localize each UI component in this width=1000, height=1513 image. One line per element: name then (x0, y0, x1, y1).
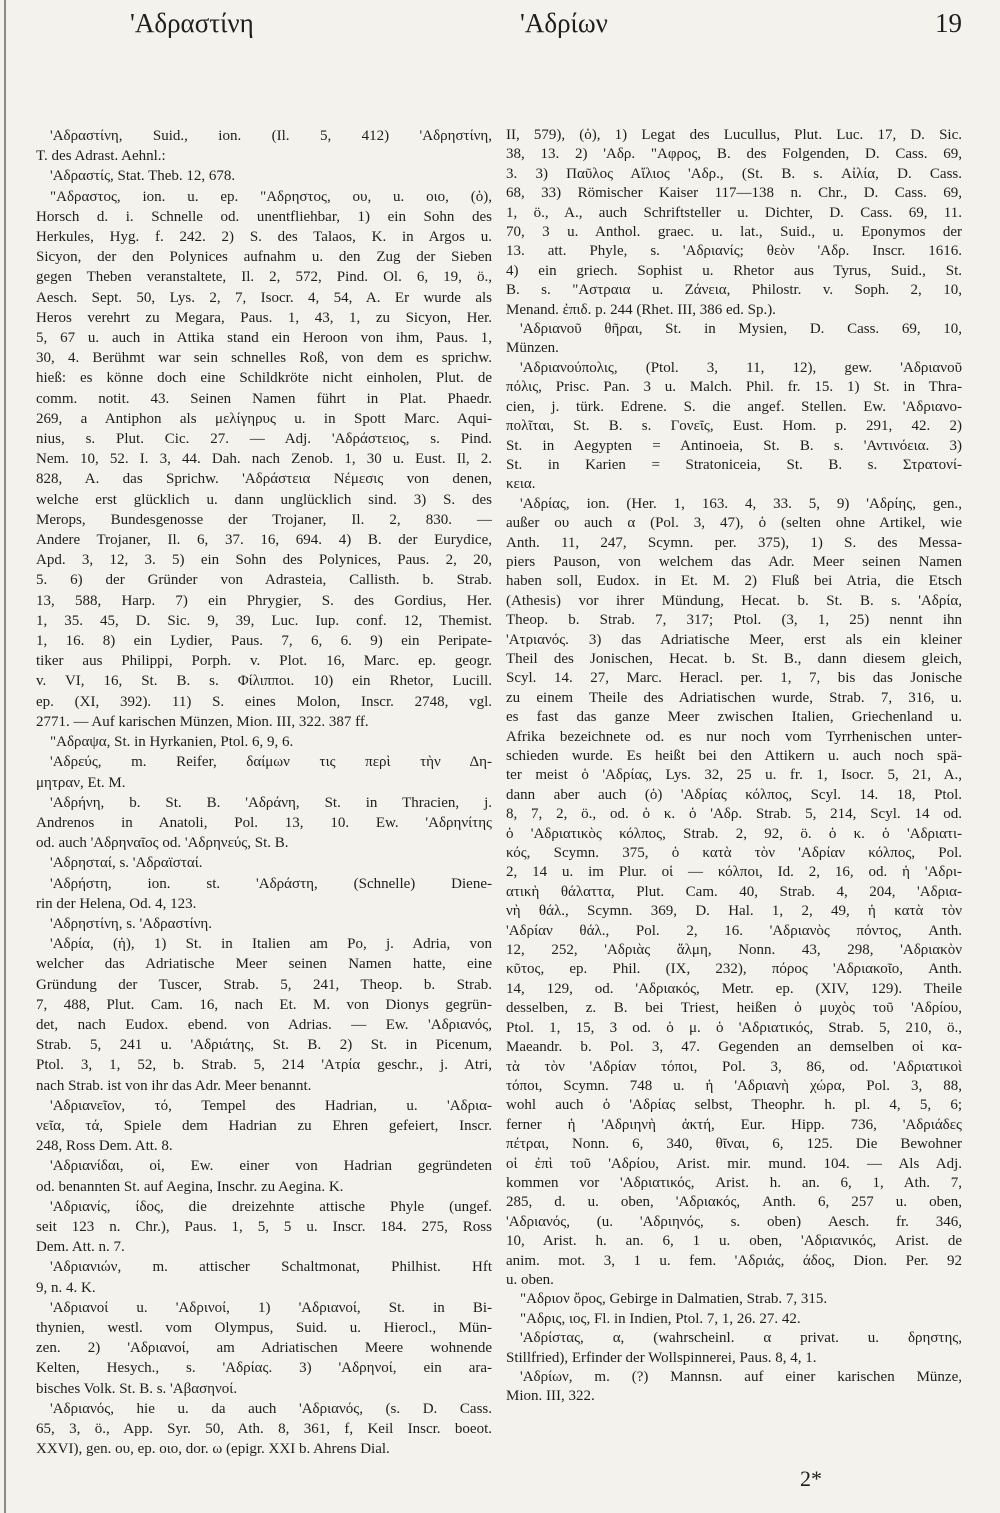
text-line: thynien, westl. vom Olympus, Suid. u. Hierocl., Mün- (36, 1319, 492, 1336)
text-line: v. VI, 16, St. B. s. Φίλιπποι. 10) ein Rhetor, Lucill. (36, 673, 492, 690)
text-line: wohl auch ὁ 'Αδρίας selbst, Theophr. h. pl. 4, 5, 6; (506, 1097, 962, 1114)
text-line: Sicyon, der den Polynices aufnahm u. den Zug der Sieben (36, 249, 492, 266)
text-line: Ptol. 3, 1, 52, b. Strab. 5, 214 'Ατρία geschr., j. Atri, (36, 1057, 492, 1074)
text-line: Menand. ἐπιδ. p. 244 (Rhet. III, 386 ed. Sp.). (506, 301, 776, 318)
text-line: ep. (XI, 392). 11) S. eines Molon, Inscr. 2748, vgl. (36, 693, 492, 710)
text-line: πέτραι, Nonn. 6, 340, θῖναι, 6, 125. Die Bewohner (506, 1136, 962, 1153)
text-line: 38, 13. 2) 'Αδρ. "Αφρος, B. des Folgenden, D. Cass. 69, (506, 146, 962, 163)
text-line: 70, 3 u. Anthol. graec. u. lat., Suid., u. Eponymos der (506, 224, 962, 241)
running-head-left: 'Αδραστίνη (130, 8, 254, 38)
entry-headline: 'Αδρία, (ἡ), 1) St. in Italien am Po, j. Adria, von (50, 936, 492, 953)
text-line: 285, d. u. oben, 'Αδριακός, Anth. 6, 257 u. oben, (506, 1194, 962, 1211)
entry-headline: 'Αδριανούπολις, (Ptol. 3, 11, 12), gew. 'Αδριανοῦ (520, 359, 962, 376)
text-line: Apd. 3, 12, 3. 5) ein Sohn des Polynices, Paus. 2, 20, (36, 552, 492, 569)
text-line: 12, 252, 'Αδριὰς ἅλμη, Nonn. 43, 298, 'Αδριακὸν (506, 942, 962, 959)
text-line: ὁ 'Αδριατικὸς κόλπος, Strab. 2, 92, ö. ὁ κ. ὁ 'Αδριατι- (506, 825, 962, 842)
text-line: gegen Theben veranstaltete, Il. 2, 572, Pind. Ol. 6, 19, ö., (36, 269, 492, 286)
text-line: μητραν, Et. M. (36, 774, 126, 791)
entry-headline: 'Αδρήστη, ion. st. 'Αδράστη, (Schnelle) Diene- (50, 875, 492, 892)
text-line: tiker aus Philippi, Porph. v. Plot. 16, Marc. ep. geogr. (36, 653, 492, 670)
text-line: 8, 7, 2, ö., od. ὁ κ. ὁ 'Αδρ. Strab. 5, 214, Scyl. 14 od. (506, 806, 962, 823)
signature-mark: 2* (800, 1466, 822, 1491)
page-edge (4, 0, 6, 1513)
entry-headline: 'Αδρεύς, m. Reifer, δαίμων τις περὶ τὴν Δη- (50, 754, 492, 771)
text-line: anim. mot. 3, 1 u. fem. 'Αδριάς, άδος, Dion. Per. 92 (506, 1252, 962, 1269)
text-line: 1, 16. 8) ein Lydier, Paus. 7, 6, 6. 9) ein Peripate- (36, 633, 492, 650)
text-line: det, nach Eudox. ebend. von Adrias. — Ew. 'Αδριανός, (36, 1016, 492, 1033)
text-line: T. des Adrast. Aehnl.: (36, 148, 166, 165)
text-line: Heros verehrt zu Megara, Paus. 1, 43, 1, zu Sicyon, Her. (36, 309, 492, 326)
text-line: κῦτος, ep. Phil. (IX, 232), πόρος 'Αδριακοῖο, Anth. (506, 961, 962, 978)
text-line: od. auch 'Αδρηναῖος od. 'Αδρηνεύς, St. B. (36, 835, 289, 852)
text-line: 10, Arist. h. an. 6, 1 u. oben, 'Αδριανικός, Arist. de (506, 1233, 962, 1250)
text-line: schieden wurde. Es heißt bei den Attikern u. auch noch spä- (506, 748, 962, 764)
text-line: 30, 4. Berühmt war sein schnelles Roß, von dem es sprichw. (36, 350, 492, 367)
entry-headline: 'Αδριανοί u. 'Αδρινοί, 1) 'Αδριανοί, St. in Bi- (50, 1299, 492, 1316)
text-line: B. s. "Αστραια u. Ζάνεια, Philostr. v. Soph. 2, 10, (506, 282, 962, 299)
text-line: Kelten, Hesych., s. 'Αδρίας. 3) 'Αδρηνοί, ein ara- (36, 1360, 492, 1377)
text-line: νεῖα, τά, Spiele dem Hadrian zu Ehren gefeiert, Inscr. (36, 1117, 492, 1134)
text-line: dann aber auch (ὁ) 'Αδρίας κόλπος, Scyl. 14. 18, Ptol. (506, 786, 962, 803)
text-line: comm. notit. 43. Seinen Namen führt in Plat. Phaedr. (36, 390, 492, 407)
text-line: St. in Aegypten = Antinoeia, St. B. s. 'Αντινόεια. 3) (506, 437, 962, 454)
text-line: 'Αδρίαν θάλ., Pol. 2, 16. 'Αδριανὸς πόντος, Anth. (506, 922, 962, 939)
entry-headline: 'Αδρηστίνη, s. 'Αδραστίνη. (50, 915, 213, 932)
text-line: zu einem Theile des Adriatischen wurde, Strab. 7, 316, u. (506, 689, 962, 706)
text-line: πόλις, Prisc. Pan. 3 u. Malch. Phil. fr. 15. 1) St. in Thra- (506, 379, 962, 396)
text-line: (Athesis) vor ihrer Mündung, Hecat. b. St. B. s. 'Αδρία, (506, 592, 962, 609)
text-line: welche erst glücklich u. dann unglücklich sind. 3) S. des (36, 491, 492, 508)
text-line: Mion. III, 322. (506, 1388, 595, 1405)
column-right (506, 126, 962, 1407)
text-line: 5. 6) der Gründer von Adrasteia, Callisth. b. Strab. (36, 572, 492, 589)
text-line: Theil des Jonischen, Hecat. b. St. B., dann diesem gleich, (506, 650, 962, 667)
entry-headline: 'Αδραστίνη, Suid., ion. (Il. 5, 412) 'Αδρηστίνη, (50, 128, 492, 144)
entry-headline: 'Αδρησταί, s. 'Αδραϊσταί. (50, 855, 203, 872)
text-line: 14, 129, od. 'Αδριακός, Metr. ep. (XIV, 129). Theile (506, 980, 962, 997)
text-line: Andere Trojaner, Il. 6, 37. 16, 694. 4) B. der Eurydice, (36, 532, 492, 549)
text-line: cien, j. türk. Edrene. S. die angef. Stellen. Ew. 'Αδριανο- (506, 398, 962, 415)
text-line: außer ου auch α (Pol. 3, 47), ὁ (selten ohne Artikel, wie (506, 515, 962, 532)
entry-headline: 'Αδραστίς, Stat. Theb. 12, 678. (50, 168, 236, 185)
column-left (36, 126, 492, 1459)
text-line: Dem. Att. n. 7. (36, 1239, 125, 1256)
page-number: 19 (935, 8, 962, 38)
text-line: νὴ θάλ., Scymn. 369, D. Hal. 1, 2, 49, ἡ κατὰ τὸν (506, 903, 962, 920)
text-line: ατικὴ θάλαττα, Plut. Cam. 40, Strab. 4, 204, 'Αδρια- (506, 883, 962, 900)
text-line: Münzen. (506, 340, 559, 357)
text-line: 4) ein griech. Sophist u. Rhetor aus Tyrus, Suid., St. (506, 262, 962, 279)
text-line: St. in Karien = Stratoniceia, St. B. s. Στρατονί- (506, 456, 962, 473)
text-line: Ptol. 1, 15, 3 od. ὁ μ. ὁ 'Αδριατικός, Strab. 5, 210, ö., (506, 1019, 962, 1036)
text-line: Theop. b. Strab. 7, 317; Ptol. (3, 1, 25) nennt ihn (506, 612, 962, 629)
text-line: 1, ö., A., auch Schriftsteller u. Dichter, D. Cass. 69, 11. (506, 204, 962, 221)
text-line: 13, 588, Harp. 7) ein Phrygier, S. des Gordius, Her. (36, 592, 492, 609)
text-line: piers Pauson, von welchem das Adr. Meer seinen Namen (506, 553, 962, 570)
text-line: 13. att. Phyle, s. 'Αδριανίς; θεὸν 'Αδρ. Inscr. 1616. (506, 243, 962, 260)
text-line: κεια. (506, 476, 536, 493)
text-line: Afrika bezeichnete od. es nur noch vom Tyrrhenischen unter- (506, 728, 962, 745)
entry-headline: "Αδριον ὄρος, Gebirge in Dalmatien, Strab. 7, 315. (520, 1291, 828, 1308)
text-line: ter meist ὁ 'Αδρίας, Lys. 32, 25 u. fr. 1, Isocr. 5, 21, A., (506, 767, 962, 784)
text-line: u. oben. (506, 1271, 554, 1288)
text-line: desselben, z. B. bei Triest, heißen ὁ μυχὸς τοῦ 'Αδρίου, (506, 1000, 962, 1017)
text-line: 'Ατριανός. 3) das Adriatische Meer, erst als ein kleiner (506, 631, 962, 648)
text-line: Andrenos in Anatoli, Pol. 13, 10. Ew. 'Αδρηνίτης (36, 814, 492, 831)
text-line: τὰ τὸν 'Αδρίαν τόποι, Pol. 3, 86, od. 'Αδριατικοὶ (506, 1058, 962, 1075)
text-line: 3. 3) Παῦλος Αἴλιος 'Αδρ., (St. B. s. Αἰλία, D. Cass. (506, 165, 962, 182)
text-line: οἱ ἐπὶ τοῦ 'Αδρίου, Arist. mir. mund. 104. — Als Adj. (506, 1155, 962, 1172)
text-line: Maeandr. b. Pol. 3, 47. Gegenden an demselben οἱ κα- (506, 1039, 962, 1056)
entry-headline: 'Αδριανός, hie u. da auch 'Αδριανός, (s. D. Cass. (50, 1400, 492, 1417)
text-line: 1, 35. 45, D. Sic. 9, 39, Luc. Iup. conf. 12, Themist. (36, 612, 492, 629)
text-line: XXVI), gen. ου, ep. οιο, dor. ω (epigr. XXI b. Ahrens Dial. (36, 1441, 390, 1458)
text-line: 828, A. das Sprichw. 'Αδράστεια Νέμεσις von denen, (36, 471, 492, 488)
text-line: es fast das ganze Meer zwischen Italien, Griechenland u. (506, 709, 962, 726)
running-head-right: 'Αδρίων (520, 8, 608, 38)
text-line: 9, n. 4. K. (36, 1279, 96, 1296)
text-line: seit 123 n. Chr.), Paus. 1, 5, 5 u. Inscr. 184. 275, Ross (36, 1218, 492, 1235)
entry-headline: 'Αδρίων, m. (?) Mannsn. auf einer karischen Münze, (520, 1369, 962, 1385)
entry-headline: "Αδρις, ιος, Fl. in Indien, Ptol. 7, 1, 26. 27. 42. (520, 1310, 801, 1327)
text-line: Merops, Bundesgenosse der Trojaner, Il. 2, 830. — (36, 511, 492, 528)
entry-headline: 'Αδριανίς, ίδος, die dreizehnte attische Phyle (ungef. (50, 1198, 492, 1215)
entry-headline: "Αδραστος, ion. u. ep. "Αδρηστος, ου, u. οιο, (ὁ), (50, 188, 492, 205)
text-line: II, 579), (ὁ), 1) Legat des Lucullus, Plut. Luc. 17, D. Sic. (506, 127, 962, 143)
text-line: hieß: es könne doch eine Schildkröte nicht einholen, Plut. de (36, 370, 492, 387)
text-line: Aesch. Sept. 50, Lys. 2, 7, Isocr. 4, 54, A. Er wurde als (36, 289, 492, 306)
entry-headline: 'Αδριανιών, m. attischer Schaltmonat, Philhist. Hft (50, 1259, 492, 1276)
text-line: nach Strab. ist von ihr das Adr. Meer benannt. (36, 1077, 312, 1094)
text-line: Nem. 10, 52. I. 3, 44. Dah. nach Zenob. 1, 30 u. Eust. Il, 2. (36, 451, 492, 468)
text-line: πολῖται, St. B. s. Γονεῖς, Eust. Hom. p. 291, 42. 2) (506, 418, 962, 435)
text-line: nius, s. Plut. Cic. 27. — Adj. 'Αδράστειος, s. Pind. (36, 431, 492, 448)
text-line: 7, 488, Plut. Cam. 16, nach Et. M. von Dionys gegrün- (36, 996, 492, 1013)
entry-headline: 'Αδρίας, ion. (Her. 1, 163. 4, 33. 5, 9) 'Αδρίης, gen., (520, 495, 962, 512)
text-line: rin der Helena, Od. 4, 123. (36, 895, 197, 912)
text-line: 5, 67 u. auch in Attika stand ein Heroon von ihm, Paus. 1, (36, 330, 492, 347)
text-line: od. benannten St. auf Aegina, Inschr. zu Aegina. K. (36, 1178, 344, 1195)
text-line: ferner ἡ 'Αδριηνὴ ἀκτή, Eur. Hipp. 736, 'Αδριάδες (506, 1116, 962, 1133)
text-line: Horsch d. i. Schnelle od. unentfliehbar, 1) ein Sohn des (36, 208, 492, 225)
text-line: kommen vor 'Αδριατικός, Arist. h. an. 6, 1, Ath. 7, (506, 1174, 962, 1191)
entry-headline: 'Αδριανίδαι, οἱ, Ew. einer von Hadrian gegründeten (50, 1158, 492, 1175)
text-line: Anth. 11, 247, Scymn. per. 375), 1) S. des Messa- (506, 534, 962, 551)
text-line: κός, Scymn. 375, ὁ κατὰ τὸν 'Αδρίαν κόλπος, Pol. (506, 845, 962, 862)
text-line: Scyl. 14. 27, Marc. Heracl. per. 1, 7, bis das Jonische (506, 670, 962, 687)
text-line: zen. 2) 'Αδριανοί, am Adriatischen Meere wohnende (36, 1340, 492, 1357)
entry-headline: 'Αδριανοῦ θῆραι, St. in Mysien, D. Cass. 69, 10, (520, 321, 962, 338)
text-line: Gründung der Tuscer, Strab. 5, 241, Theop. b. Strab. (36, 976, 492, 993)
text-line: Strab. 5, 241 u. 'Αδριάτης, St. B. 2) St. in Picenum, (36, 1037, 492, 1054)
entry-headline: 'Αδριανεῖον, τό, Tempel des Hadrian, u. 'Αδρια- (50, 1097, 492, 1114)
text-line: 68, 33) Römischer Kaiser 117—138 n. Chr., D. Cass. 69, (506, 185, 962, 202)
text-line: 65, 3, ö., App. Syr. 50, Ath. 8, 361, f, Keil Inscr. boeot. (36, 1421, 492, 1437)
entry-headline: 'Αδρήνη, b. St. B. 'Αδράνη, St. in Thracien, j. (50, 794, 492, 811)
text-line: τόποι, Scymn. 748 u. ἡ 'Αδριανὴ χώρα, Pol. 3, 88, (506, 1077, 962, 1094)
text-line: 2771. — Auf karischen Münzen, Mion. III, 322. 387 ff. (36, 713, 369, 730)
text-line: 269, a Antiphon als μελίγηρυς u. in Spott Marc. Aqui- (36, 410, 492, 427)
text-line: Herkules, Hyg. f. 242. 2) S. des Talaos, K. in Argos u. (36, 229, 492, 246)
text-line: 2, 14 u. im Plur. οἱ — κόλποι, Id. 2, 16, od. ἡ 'Αδρι- (506, 864, 962, 881)
text-line: Stillfried), Erfinder der Wollspinnerei, Paus. 8, 4, 1. (506, 1349, 817, 1366)
entry-headline: "Αδραψα, St. in Hyrkanien, Ptol. 6, 9, 6. (50, 734, 294, 751)
text-line: welcher das Adriatische Meer seinen Namen hatte, eine (36, 956, 492, 973)
entry-headline: 'Αδρίστας, α, (wahrscheinl. α privat. u. δρηστης, (520, 1330, 962, 1347)
text-line: haben soll, Eudox. in Et. M. 2) Fluß bei Atria, die Etsch (506, 573, 962, 590)
text-line: 'Αδριανός, (u. 'Αδριηνός, s. oben) Aesch. fr. 346, (506, 1213, 962, 1230)
text-line: bisches Volk. St. B. s. 'Αβασηνοί. (36, 1380, 238, 1397)
text-line: 248, Ross Dem. Att. 8. (36, 1138, 173, 1155)
